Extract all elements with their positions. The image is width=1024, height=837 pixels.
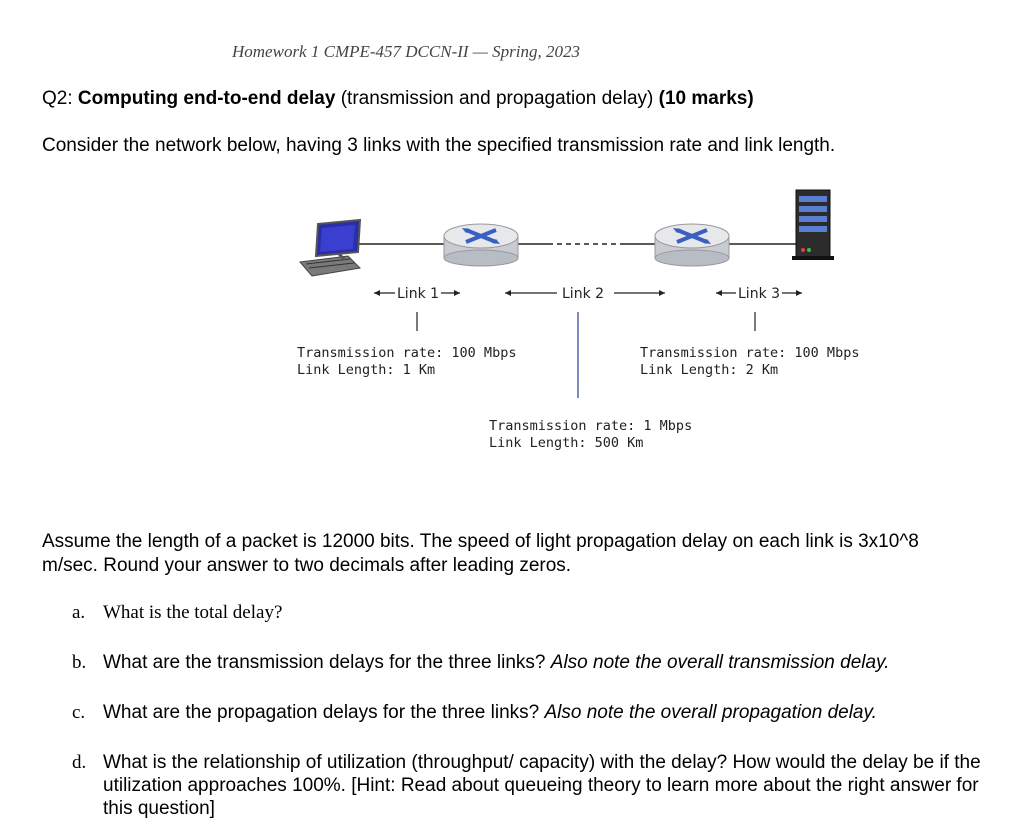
item-text: What are the transmission delays for the three links? — [103, 652, 551, 673]
page-header: Homework 1 CMPE-457 DCCN-II — Spring, 2023 — [232, 42, 581, 61]
assumptions-text — [42, 530, 919, 578]
question-item-b — [72, 651, 983, 674]
link-1-specs — [297, 345, 516, 379]
link-1-length: Link Length: 1 Km — [297, 362, 436, 378]
item-marker: c. — [72, 702, 86, 723]
question-item-d — [72, 751, 983, 820]
item-marker: d. — [72, 752, 87, 773]
question-title-paren: (transmission and propagation delay) — [335, 88, 659, 109]
link-3-specs — [640, 345, 859, 379]
item-italic-note: Also note the overall propagation delay. — [544, 702, 877, 723]
item-body — [103, 651, 983, 674]
question-prefix: Q2: — [42, 88, 78, 109]
item-marker: b. — [72, 652, 87, 673]
router-1-icon — [444, 224, 518, 266]
router-2-icon — [655, 224, 729, 266]
item-body — [103, 701, 983, 724]
item-text: What are the propagation delays for the three links? — [103, 702, 545, 723]
assumptions-line-1: Assume the length of a packet is 12000 bits. The speed of light propagation delay on each link is 3x10^8 — [42, 531, 919, 552]
item-text: What is the relationship of utilization (throughput/ capacity) with the delay? How would the delay be if the utilization approaches 100%. [Hint: Read about queueing theory to learn more about the right answer for this question] — [103, 752, 981, 819]
item-text: What is the total delay? — [103, 602, 283, 623]
intro-text: Consider the network below, having 3 links with the specified transmission rate and link length. — [42, 135, 836, 156]
link-3-label: Link 3 — [738, 286, 781, 302]
question-item-a — [72, 601, 983, 624]
link-1-label: Link 1 — [397, 286, 440, 302]
question-marks: (10 marks) — [658, 88, 754, 109]
question-title-bold: Computing end-to-end delay — [77, 88, 336, 109]
item-italic-note: Also note the overall transmission delay. — [550, 652, 890, 673]
link-1-rate: Transmission rate: 100 Mbps — [297, 345, 517, 361]
link-2-length: Link Length: 500 Km — [489, 435, 644, 451]
computer-icon — [300, 220, 360, 276]
link-2-label: Link 2 — [562, 286, 605, 302]
server-icon — [792, 190, 834, 260]
link-2-specs — [489, 418, 692, 452]
item-marker: a. — [72, 602, 86, 623]
link-3-length: Link Length: 2 Km — [640, 362, 779, 378]
link-2-rate: Transmission rate: 1 Mbps — [489, 418, 693, 434]
assumptions-line-2: m/sec. Round your answer to two decimals after leading zeros. — [42, 555, 572, 576]
question-item-c — [72, 701, 983, 724]
link-3-rate: Transmission rate: 100 Mbps — [640, 345, 860, 361]
